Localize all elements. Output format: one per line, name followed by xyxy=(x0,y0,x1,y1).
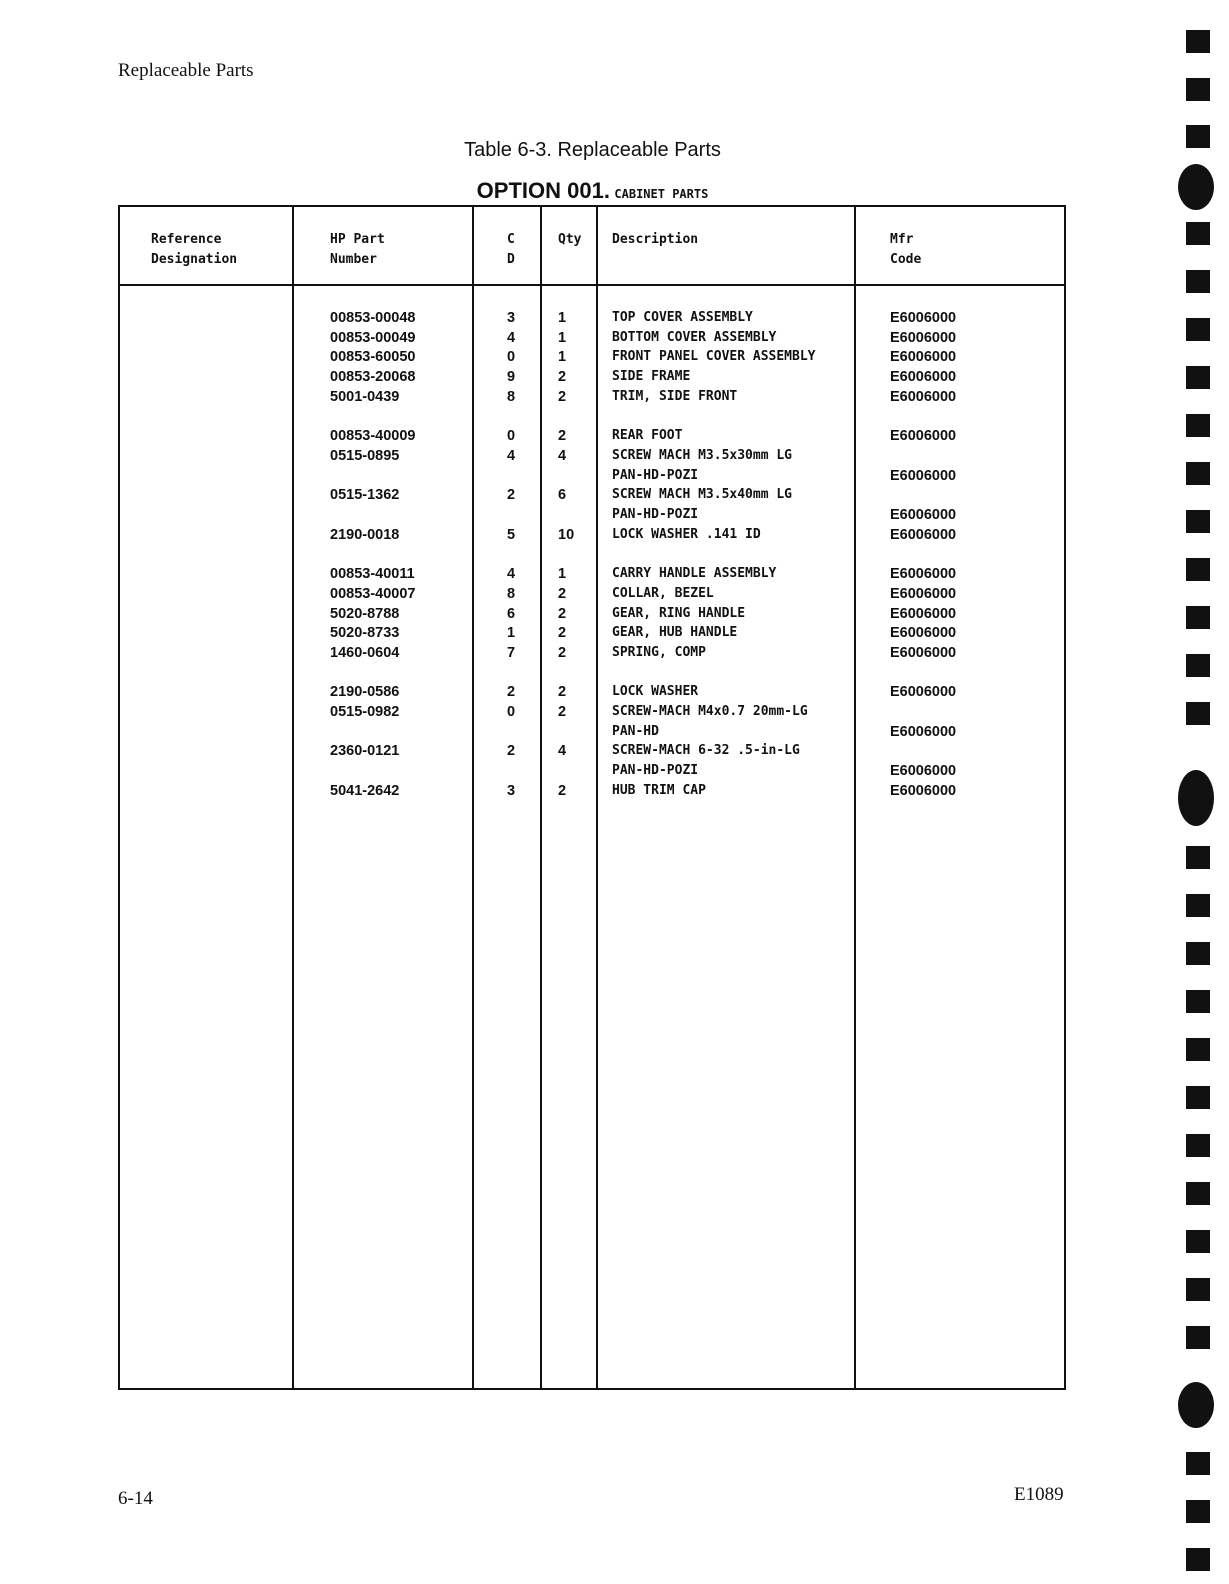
mfr-code: E6006000 xyxy=(890,507,957,523)
description: SCREW MACH M3.5x40mm LG xyxy=(612,487,793,503)
cd-value: 2 xyxy=(507,684,516,701)
binder-hole xyxy=(1186,1452,1210,1475)
header-hp-part: HP Part Number xyxy=(330,232,385,267)
part-number: 00853-60050 xyxy=(330,349,416,366)
qty-value: 6 xyxy=(558,487,567,504)
option-title-sub: CABINET PARTS xyxy=(614,187,709,201)
description: GEAR, RING HANDLE xyxy=(612,605,746,621)
binder-ring-hole xyxy=(1178,164,1214,210)
part-number: 0515-0895 xyxy=(330,447,400,464)
description: FRONT PANEL COVER ASSEMBLY xyxy=(612,349,816,365)
header-cd: C D xyxy=(507,232,515,267)
description: CARRY HANDLE ASSEMBLY xyxy=(612,566,777,582)
part-number: 2190-0586 xyxy=(330,684,400,701)
description: PAN-HD xyxy=(612,723,659,739)
table-row xyxy=(0,663,1229,683)
mfr-code: E6006000 xyxy=(890,605,957,622)
mfr-code: E6006000 xyxy=(890,585,957,602)
table-row xyxy=(0,308,1229,328)
qty-value: 2 xyxy=(558,369,567,386)
table-row xyxy=(0,387,1229,407)
table-row xyxy=(0,446,1229,466)
table-row xyxy=(0,505,1229,525)
table-row xyxy=(0,485,1229,505)
qty-value: 2 xyxy=(558,625,567,642)
document-code: E1089 xyxy=(1014,1484,1064,1505)
description: PAN-HD-POZI xyxy=(612,507,699,522)
part-number: 5001-0439 xyxy=(330,388,400,405)
qty-value: 2 xyxy=(558,684,567,701)
header-divider xyxy=(118,284,1066,286)
qty-value: 2 xyxy=(558,585,567,602)
part-number: 00853-00049 xyxy=(330,329,416,346)
qty-value: 2 xyxy=(558,428,567,445)
binder-hole xyxy=(1186,270,1210,293)
table-row xyxy=(0,466,1229,486)
description: SPRING, COMP xyxy=(612,644,706,660)
mfr-code: E6006000 xyxy=(890,526,957,543)
mfr-code: E6006000 xyxy=(890,723,957,740)
qty-value: 2 xyxy=(558,644,567,661)
table-row xyxy=(0,426,1229,446)
part-number: 2190-0018 xyxy=(330,526,400,543)
qty-value: 1 xyxy=(558,329,567,346)
binder-hole xyxy=(1186,942,1210,965)
table-row xyxy=(0,584,1229,604)
mfr-code: E6006000 xyxy=(890,369,957,386)
part-number: 0515-1362 xyxy=(330,487,400,504)
binder-hole xyxy=(1186,846,1210,869)
option-title-main: OPTION 001. xyxy=(476,178,610,203)
mfr-code: E6006000 xyxy=(890,782,957,799)
binder-hole xyxy=(1186,414,1210,437)
cd-value: 6 xyxy=(507,605,516,622)
cd-value: 0 xyxy=(507,428,516,445)
description: SCREW-MACH 6-32 .5-in-LG xyxy=(612,743,800,759)
qty-value: 2 xyxy=(558,782,567,799)
part-number: 00853-40011 xyxy=(330,566,415,583)
header-mfr: Mfr Code xyxy=(890,232,922,267)
cd-value: 4 xyxy=(507,566,516,583)
description: SIDE FRAME xyxy=(612,369,691,385)
binder-hole xyxy=(1186,1500,1210,1523)
table-row xyxy=(0,604,1229,624)
page-number: 6-14 xyxy=(118,1488,153,1509)
table-row xyxy=(0,761,1229,781)
mfr-code: E6006000 xyxy=(890,428,957,445)
table-row xyxy=(0,781,1229,801)
binder-ring-hole xyxy=(1178,770,1214,826)
binder-hole xyxy=(1186,125,1210,148)
description: COLLAR, BEZEL xyxy=(612,585,714,601)
description: BOTTOM COVER ASSEMBLY xyxy=(612,329,777,345)
part-number: 5020-8788 xyxy=(330,605,400,622)
table-title: Table 6-3. Replaceable Parts xyxy=(464,139,721,161)
cd-value: 3 xyxy=(507,310,516,326)
mfr-code: E6006000 xyxy=(890,310,957,326)
table-row xyxy=(0,682,1229,702)
table-row xyxy=(0,623,1229,643)
part-number: 00853-40009 xyxy=(330,428,416,445)
binder-hole xyxy=(1186,1182,1210,1205)
binder-hole xyxy=(1186,30,1210,53)
table-row xyxy=(0,328,1229,348)
mfr-code: E6006000 xyxy=(890,329,957,346)
mfr-code: E6006000 xyxy=(890,625,957,642)
part-number: 1460-0604 xyxy=(330,644,400,661)
qty-value: 1 xyxy=(558,349,567,366)
table-row xyxy=(0,564,1229,584)
qty-value: 4 xyxy=(558,743,567,760)
cd-value: 5 xyxy=(507,526,516,543)
qty-value: 2 xyxy=(558,388,567,405)
part-number: 00853-20068 xyxy=(330,369,416,386)
mfr-code: E6006000 xyxy=(890,566,957,583)
description: PAN-HD-POZI xyxy=(612,467,699,483)
binder-hole xyxy=(1186,462,1210,485)
qty-value: 10 xyxy=(558,526,575,543)
binder-hole xyxy=(1186,1278,1210,1301)
cd-value: 7 xyxy=(507,644,516,661)
binder-hole xyxy=(1186,654,1210,677)
part-number: 00853-40007 xyxy=(330,585,416,602)
cd-value: 8 xyxy=(507,585,516,602)
cd-value: 0 xyxy=(507,704,516,720)
table-row xyxy=(0,367,1229,387)
binder-hole xyxy=(1186,366,1210,389)
description: REAR FOOT xyxy=(612,428,683,444)
description: SCREW-MACH M4x0.7 20mm-LG xyxy=(612,704,808,719)
mfr-code: E6006000 xyxy=(890,763,957,780)
header-qty: Qty xyxy=(558,232,582,247)
qty-value: 1 xyxy=(558,310,567,326)
description: TOP COVER ASSEMBLY xyxy=(612,310,753,325)
part-number: 00853-00048 xyxy=(330,310,416,326)
binder-hole xyxy=(1186,606,1210,629)
header-description: Description xyxy=(612,232,699,247)
header-reference: Reference Designation xyxy=(151,232,238,267)
binder-hole xyxy=(1186,510,1210,533)
table-row xyxy=(0,722,1229,742)
description: LOCK WASHER xyxy=(612,684,699,700)
cd-value: 2 xyxy=(507,487,516,504)
binder-hole xyxy=(1186,1230,1210,1253)
mfr-code: E6006000 xyxy=(890,644,957,661)
mfr-code: E6006000 xyxy=(890,349,957,366)
cd-value: 4 xyxy=(507,329,516,346)
cd-value: 1 xyxy=(507,625,516,642)
binder-hole xyxy=(1186,702,1210,725)
binder-hole xyxy=(1186,1086,1210,1109)
cd-value: 3 xyxy=(507,782,516,799)
binder-hole xyxy=(1186,222,1210,245)
part-number: 0515-0982 xyxy=(330,704,400,720)
cd-value: 0 xyxy=(507,349,516,366)
table-row xyxy=(0,525,1229,545)
qty-value: 2 xyxy=(558,704,567,720)
table-row xyxy=(0,643,1229,663)
description: PAN-HD-POZI xyxy=(612,763,699,779)
description: SCREW MACH M3.5x30mm LG xyxy=(612,447,793,463)
description: GEAR, HUB HANDLE xyxy=(612,625,738,641)
binder-ring-hole xyxy=(1178,1382,1214,1428)
cd-value: 8 xyxy=(507,388,516,405)
binder-hole xyxy=(1186,318,1210,341)
mfr-code: E6006000 xyxy=(890,388,957,405)
part-number: 5041-2642 xyxy=(330,782,400,799)
description: TRIM, SIDE FRONT xyxy=(612,388,738,404)
qty-value: 2 xyxy=(558,605,567,622)
binder-hole xyxy=(1186,558,1210,581)
cd-value: 4 xyxy=(507,447,516,464)
mfr-code: E6006000 xyxy=(890,684,957,701)
part-number: 5020-8733 xyxy=(330,625,400,642)
qty-value: 4 xyxy=(558,447,567,464)
description: HUB TRIM CAP xyxy=(612,782,706,798)
binder-hole xyxy=(1186,1134,1210,1157)
binder-hole xyxy=(1186,1548,1210,1571)
cd-value: 2 xyxy=(507,743,516,760)
binder-hole xyxy=(1186,990,1210,1013)
binder-hole xyxy=(1186,78,1210,101)
description: LOCK WASHER .141 ID xyxy=(612,526,761,542)
binder-hole xyxy=(1186,1038,1210,1061)
table-row xyxy=(0,407,1229,427)
option-title xyxy=(0,178,1185,204)
table-row xyxy=(0,702,1229,722)
cd-value: 9 xyxy=(507,369,516,386)
table-row xyxy=(0,544,1229,564)
qty-value: 1 xyxy=(558,566,567,583)
running-head: Replaceable Parts xyxy=(118,60,254,81)
table-row xyxy=(0,347,1229,367)
table-row xyxy=(0,741,1229,761)
part-number: 2360-0121 xyxy=(330,743,400,760)
mfr-code: E6006000 xyxy=(890,467,957,484)
binder-hole xyxy=(1186,1326,1210,1349)
binder-hole xyxy=(1186,894,1210,917)
